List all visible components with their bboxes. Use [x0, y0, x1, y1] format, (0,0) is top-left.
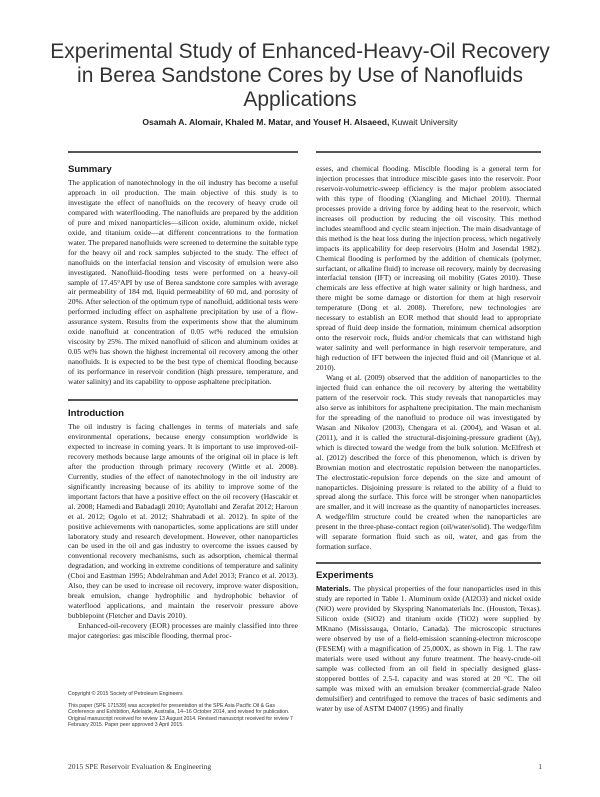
footnote-copyright: Copyright © 2015 Society of Petroleum Engineers [68, 691, 183, 697]
footnote-text: This paper (SPE 171539) was accepted for presentation at the SPE Asia Pacific Oil & Gas Conference and Exhibition, Adelaide, Australia, 14–16 October 2014, and revised for publication. Original manuscript received for review 13 August 2014. Revised manuscript received for review 7 February 2015. Paper peer approved 3 April 2015. [68, 702, 293, 729]
footnote-block [68, 691, 298, 729]
introduction-paragraph-2: Enhanced-oil-recovery (EOR) processes are mainly classified into three major categories: gas miscible flooding, thermal proc- [68, 621, 298, 641]
author-affiliation: Kuwait University [391, 117, 458, 127]
right-column-top-rule [316, 151, 541, 153]
left-column [68, 164, 298, 641]
materials-text: The physical properties of the four nanoparticles used in this study are reported in Table 1. Aluminum oxide (Al2O3) and nickel oxide (NiO) were provided by Skyspring Nanomaterials Inc. (Houston, Texas). Silicon oxide (SiO2) and titanium oxide (TiO2) were supplied by MKnano (Mississauga, Ontario, Canada). The microscopic structures were observed by use of a field-emission scanning-electron microscope (FESEM) with a magnification of 25,000X, as shown in Fig. 1. The raw materials were used without any future treatment. The heavy-crude-oil sample was collected from an oil field in specially designed glass-stoppered bottles of 2.5-L capacity and was stored at 20 °C. The oil sample was mixed with an emulsion breaker (commercial-grade Naleo demulsifier) and centrifuged to remove the traces of basic sediments and water by use of ASTM D4007 (1995) and finally [316, 584, 541, 713]
paper-title: Experimental Study of Enhanced-Heavy-Oil Recovery in Berea Sandstone Cores by Use of Nanofluids Applications [50, 40, 550, 111]
right-paragraph-2: Wang et al. (2009) observed that the addition of nanoparticles to the injected fluid can enhance the oil recovery by altering the wettability pattern of the reservoir rock. This study reveals that nanoparticles may also serve as inhibitors for asphaltene precipitation. The main mechanism for the spreading of the nanofluid to produce oil was investigated by Wasan and Nikolov (2003), Chengara et al. (2004), and Wasan et al. (2011), and it is called the structural-disjoining-pressure gradient (Δγ), which is directed toward the wedge from the bulk solution. McElfresh et al. (2012) described the force of this phenomenon, which is driven by Brownian motion and electrostatic repulsion between the nanoparticles. The electrostatic-repulsion force depends on the size and amount of nanoparticles. Disjoining pressure is related to the ability of a fluid to spread along the surface. This force will be stronger when nanoparticles are smaller, and it will increase as the quantity of nanoparticles increases. A wedge/film structure could be created when the nanoparticles are present in the three-phase-contact region (oil/water/solid). The wedge/film will separate formation fluid such as oil, water, and gas from the formation surface. [316, 373, 541, 552]
materials-paragraph [316, 584, 541, 713]
footer-journal: 2015 SPE Reservoir Evaluation & Engineering [68, 762, 212, 771]
introduction-paragraph-1: The oil industry is facing challenges in terms of materials and safe environmental operations, because energy consumption worldwide is expected to increase in coming years. It is important to use improved-oil-recovery methods because large amounts of the original oil in place is left after the production through primary recovery (Wittle et al. 2008). Currently, studies of the effect of nanotechnology in the oil industry are significantly increasing because of its ability to improve some of the important factors that have a positive effect on the oil recovery (Hascakir et al. 2008; Hamedi and Babadagli 2010; Ayatollahi and Zerafat 2012; Haroun et al. 2012; Ogolo et al. 2012; Shahrabadi et al. 2012). In spite of the positive achievements with nanoparticles, some applications are still under laboratory study and research development. However, other nanoparticles can be used in the oil and gas industry to overcome the issues caused by conventional recovery mechanisms, such as adsorption, chemical thermal degradation, and working in extreme conditions of temperature and salinity (Choi and Eastman 1995; Abdelrahman and Adel 2013; Franco et al. 2013). Also, they can be used to increase oil recovery, improve water disposition, break emulsion, change hydrophilic and hydrophobic behavior of waterflood applications, and maintain the reservoir pressure above bubblepoint (Fletcher and Davis 2010). [68, 422, 298, 621]
author-line [40, 117, 560, 127]
author-names: Osamah A. Alomair, Khaled M. Matar, and Yousef H. Alsaeed, [142, 117, 390, 127]
experiments-heading: Experiments [316, 570, 374, 582]
footer-page-number: 1 [538, 762, 542, 771]
experiments-rule [316, 562, 541, 564]
right-paragraph-1: esses, and chemical flooding. Miscible flooding is a general term for injection processes that introduce miscible gases into the reservoir. Poor reservoir-volumetric-sweep efficiency is the major problem associated with this type of flooding (Xiangling and Michael 2010). Thermal processes provide a driving force by adding heat to the reservoir, which increases oil production by reducing the oil viscosity. This method includes steamflood and cyclic steam injection. The main disadvantage of this method is the heat loss during the injection process, which negatively impacts its applicability for deep reservoirs (Holm and Josendal 1982). Chemical flooding is performed by the addition of chemicals (polymer, surfactant, or alkaline fluid) to increase oil recovery, mainly by decreasing interfacial tension (IFT) or increasing oil mobility (Gates 2010). These chemicals are less effective at high water salinity or high hardness, and there might be some damage or distortion for them at high reservoir temperature (Dong et al. 2008). Therefore, new technologies are necessary to establish an EOR method that should lead to appropriate spread of fluid deep inside the formation, minimum chemical adsorption onto the reservoir rock, fluids and/or chemicals that can withstand high water salinity and well performance in high reservoir temperature, and high reduction of IFT between the injected fluid and oil (Manrique et al. 2010). [316, 164, 541, 373]
summary-text: The application of nanotechnology in the oil industry has become a useful approach in oil production. The main objective of this study is to investigate the effect of nanofluids on the recovery of heavy crude oil compared with waterflooding. The nanofluids are prepared by the addition of pure and mixed nanoparticles—silicon oxide, aluminum oxide, nickel oxide, and titanium oxide—at different concentrations to the formation water. The prepared nanofluids were screened to determine the suitable type for the heavy oil and rock samples subjected to the study. The effect of nanofluids on the interfacial tension and viscosity of emulsion were also investigated. Nanofluid-flooding tests were performed on a heavy-oil sample of 17.45°API by use of Berea sandstone core samples with average air permeability of 184 md, liquid permeability of 60 md, and porosity of 20%. After selection of the optimum type of nanofluid, additional tests were performed including effect on asphaltene precipitation by use of a flow-assurance system. Results from the experiments show that the aluminum oxide nanofluid at concentration of 0.05 wt% reduced the emulsion viscosity by 25%. The mixed nanofluid of silicon and aluminum oxides at 0.05 wt% has shown the highest incremental oil recovery among the other nanofluids. It is expected to be the best type of chemical flooding because of its performance in reservoir condition (high pressure, temperature, and water salinity) and its capability to oppose asphaltene precipitation. [68, 178, 298, 387]
left-column-top-rule [68, 151, 298, 153]
introduction-rule [68, 399, 298, 401]
summary-heading: Summary [68, 164, 112, 175]
introduction-heading: Introduction [68, 408, 124, 420]
materials-label: Materials. [316, 584, 351, 594]
right-column [316, 164, 541, 714]
